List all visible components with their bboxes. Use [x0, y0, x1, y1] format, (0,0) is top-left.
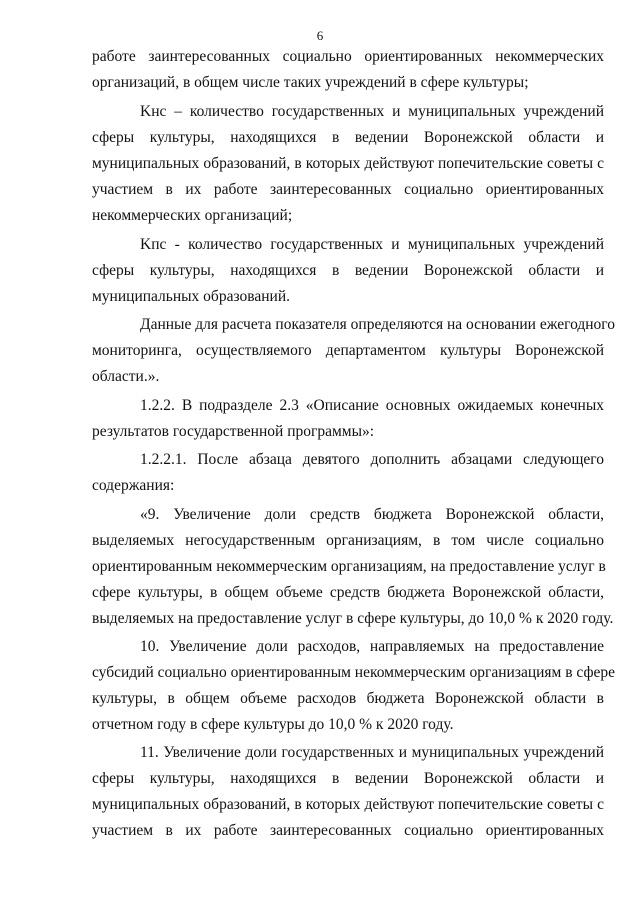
- text-line: сферы культуры, находящихся в ведении Воронежской области и: [92, 129, 604, 146]
- text-line: выделяемых на предоставление услуг в сфере культуры, до 10,0 % к 2020 году.: [92, 610, 614, 627]
- text-line: сферы культуры, находящихся в ведении Воронежской области и: [92, 262, 604, 279]
- text-line: области.».: [92, 368, 160, 385]
- page-number: 6: [316, 28, 324, 43]
- text-line: Kпс - количество государственных и муниципальных учреждений: [140, 236, 604, 253]
- text-line: 1.2.2.1. После абзаца девятого дополнить абзацами следующего: [140, 451, 604, 468]
- text-line: участием в их работе заинтересованных социально ориентированных: [92, 822, 604, 839]
- text-line: участием в их работе заинтересованных социально ориентированных: [92, 181, 604, 198]
- text-line: некоммерческих организаций;: [92, 207, 293, 224]
- text-line: муниципальных образований, в которых действуют попечительские советы с: [92, 155, 604, 172]
- text-line: отчетном году в сфере культуры до 10,0 % к 2020 году.: [92, 716, 454, 733]
- text-line: 10. Увеличение доли расходов, направляемых на предоставление: [140, 638, 604, 655]
- text-line: Kнс – количество государственных и муниципальных учреждений: [140, 103, 604, 120]
- text-line: 1.2.2. В подразделе 2.3 «Описание основных ожидаемых конечных: [140, 397, 604, 414]
- text-line: организаций, в общем числе таких учреждений в сфере культуры;: [92, 74, 529, 91]
- text-line: мониторинга, осуществляемого департаментом культуры Воронежской: [92, 342, 604, 359]
- text-line: Данные для расчета показателя определяются на основании ежегодного: [140, 316, 616, 333]
- text-line: результатов государственной программы»:: [92, 423, 375, 440]
- text-line: содержания:: [92, 477, 175, 494]
- text-line: ориентированным некоммерческим организациям, на предоставление услуг в: [92, 558, 606, 575]
- text-line: выделяемых негосударственным организациям, в том числе социально: [92, 532, 604, 549]
- text-line: 11. Увеличение доли государственных и муниципальных учреждений: [140, 744, 604, 761]
- text-line: «9. Увеличение доли средств бюджета Воронежской области,: [140, 506, 604, 523]
- text-line: сферы культуры, находящихся в ведении Воронежской области и: [92, 770, 604, 787]
- text-line: культуры, в общем объеме расходов бюджета Воронежской области в: [92, 690, 604, 707]
- text-line: субсидий социально ориентированным некоммерческим организациям в сфере: [92, 664, 616, 681]
- text-line: сфере культуры, в общем объеме средств бюджета Воронежской области,: [92, 584, 604, 601]
- text-line: муниципальных образований, в которых действуют попечительские советы с: [92, 796, 604, 813]
- text-line: работе заинтересованных социально ориентированных некоммерческих: [92, 48, 604, 65]
- text-line: муниципальных образований.: [92, 288, 290, 305]
